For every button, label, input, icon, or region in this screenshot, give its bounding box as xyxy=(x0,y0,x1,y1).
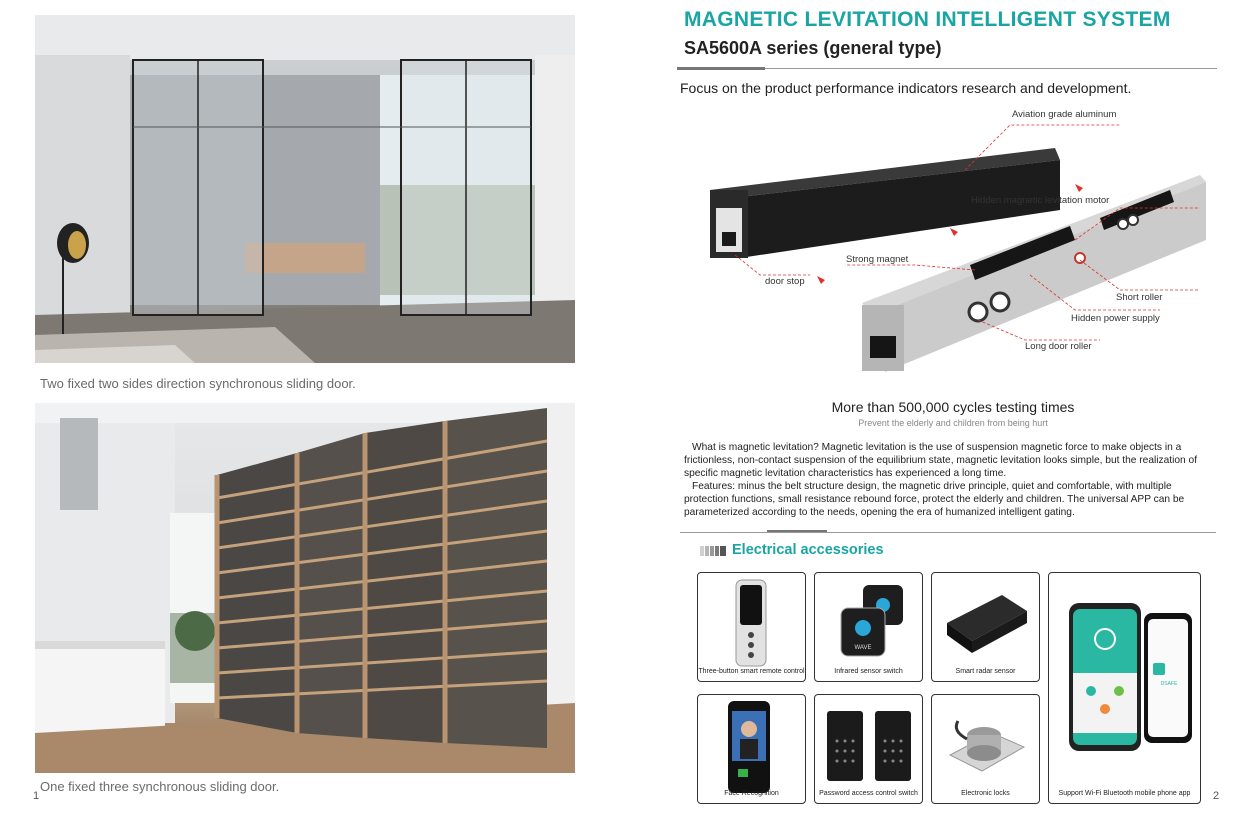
accessory-card-remote xyxy=(697,572,806,682)
short-roller-icon xyxy=(1075,253,1085,263)
title-accent-bar xyxy=(677,67,765,70)
face-recognition-icon xyxy=(698,695,805,795)
title-divider xyxy=(765,68,1217,69)
accessory-label: Smart radar sensor xyxy=(955,668,1016,675)
kitchen-sliding-door-photo xyxy=(35,403,575,773)
label-power-supply: Hidden power supply xyxy=(1071,313,1160,324)
bedroom-sliding-door-photo xyxy=(35,15,575,363)
caption-photo-1: Two fixed two sides direction synchronous sliding door. xyxy=(40,376,356,391)
page-number-right: 2 xyxy=(1213,790,1220,802)
section-divider xyxy=(680,532,1216,533)
label-magnet: Strong magnet xyxy=(846,254,909,265)
accessory-card-infrared xyxy=(814,572,923,682)
keypad-icon xyxy=(815,695,922,790)
accessory-card-face xyxy=(697,694,806,804)
accessory-label: Electronic locks xyxy=(961,790,1010,797)
label-long-roller: Long door roller xyxy=(1025,341,1092,352)
paragraph-features: Features: minus the belt structure design, the magnetic drive principle, quiet and comfortable, with multiple protection functions, small resistance rebound force, protect the elderly and children. The universal APP can be parameterized according to the needs, opening the era of humanized intelligent gating. xyxy=(684,481,1185,518)
accessory-card-password xyxy=(814,694,923,804)
accessory-label: Password access control switch xyxy=(819,790,918,797)
infrared-sensor-icon xyxy=(815,573,922,668)
cycles-headline: More than 500,000 cycles testing times xyxy=(831,399,1075,415)
app-brand-text: DSAFE xyxy=(1160,681,1178,687)
label-motor: Hidden magnetic levitation motor xyxy=(971,195,1110,206)
caption-photo-2: One fixed three synchronous sliding door. xyxy=(40,779,280,794)
label-short-roller: Short roller xyxy=(1116,292,1163,303)
cycles-subline: Prevent the elderly and children from being hurt xyxy=(858,418,1048,428)
label-door-stop: door stop xyxy=(765,276,805,287)
accessory-card-radar xyxy=(931,572,1040,682)
page-subtitle: SA5600A series (general type) xyxy=(684,38,942,58)
maglev-track-diagram xyxy=(680,100,1226,390)
bedroom-scene xyxy=(35,15,575,363)
wave-text: WAVE xyxy=(854,645,872,651)
page-number-left: 1 xyxy=(33,790,40,802)
accessory-card-lock xyxy=(931,694,1040,804)
accessories-title: Electrical accessories xyxy=(732,542,884,558)
mobile-app-icon xyxy=(1049,573,1200,778)
page-title: MAGNETIC LEVITATION INTELLIGENT SYSTEM xyxy=(684,8,1171,31)
accessory-label: Support Wi-Fi Bluetooth mobile phone app xyxy=(1058,790,1191,797)
accessory-card-app xyxy=(1048,572,1201,804)
accessory-label: Three-button smart remote control xyxy=(698,668,805,675)
paragraph-definition: What is magnetic levitation? Magnetic levitation is the use of suspension magnetic force to make objects in a frictionless, non-contact suspension of the equilibrium state, magnetic levitation looks simple, but the realization of specific magnetic levitation characteristics has experienced a long time. xyxy=(684,442,1198,479)
accessory-label: Infrared sensor switch xyxy=(834,668,903,675)
slatted-door-panels xyxy=(217,408,547,748)
radar-sensor-icon xyxy=(932,573,1039,668)
electronic-lock-icon xyxy=(932,695,1039,790)
section-bars-icon xyxy=(700,546,728,556)
long-door-roller-icon xyxy=(969,303,987,321)
label-aluminum: Aviation grade aluminum xyxy=(1012,109,1117,120)
focus-statement: Focus on the product performance indicators research and development. xyxy=(680,80,1132,96)
kitchen-scene xyxy=(35,403,575,773)
accessory-label: Face Recognition xyxy=(724,790,779,797)
remote-control-icon xyxy=(698,573,805,668)
